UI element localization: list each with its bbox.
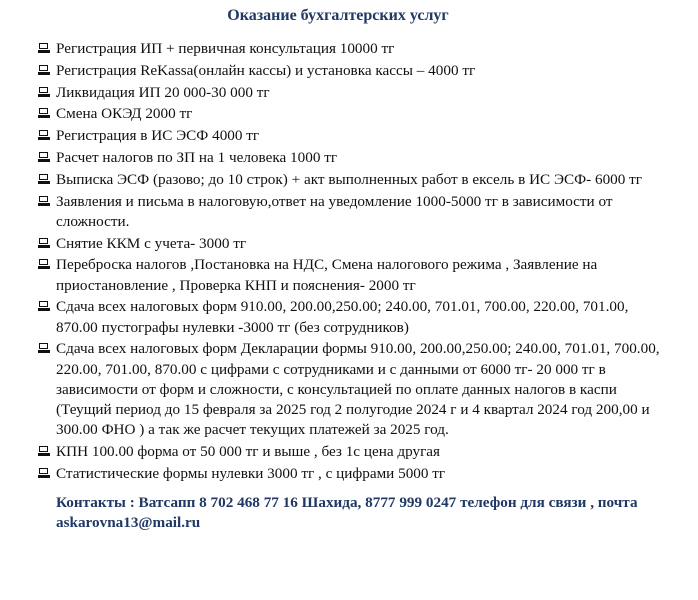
list-item-text: Сдача всех налоговых форм Декларации формы 910.00, 200.00,250.00; 240.00, 701.01, 700.00, 220.00, 701.00, 870.00 с цифрами с сотрудниками и с данными от 6000 тг- 20 000 тг в зависимости от форм и сложности, с консультацией по оплате данных налогов в каспи (Теущий период до 15 февраля за 2025 год 2 полугодие 2024 г и 4 квартал 2024 год 200,00 и 300.00 ФНО ) а так же расчет текущих платежей за 2025 год.: [56, 340, 660, 439]
list-item-text: Статистические формы нулевки 3000 тг , с цифрами 5000 тг: [56, 464, 446, 482]
list-item: [38, 126, 663, 146]
computer-icon: [38, 468, 50, 479]
computer-icon: [38, 259, 50, 270]
computer-icon: [38, 196, 50, 207]
computer-icon: [38, 174, 50, 185]
list-item: [38, 464, 663, 484]
computer-icon: [38, 152, 50, 163]
list-item: [38, 148, 663, 168]
list-item: [38, 234, 663, 254]
list-item-text: Заявления и письма в налоговую,ответ на уведомление 1000-5000 тг в зависимости от сложности.: [56, 192, 613, 230]
computer-icon: [38, 446, 50, 457]
list-item: [38, 104, 663, 124]
list-item: [38, 255, 663, 295]
list-item: [38, 61, 663, 81]
computer-icon: [38, 43, 50, 54]
list-item: [38, 339, 663, 440]
list-item-text: Расчет налогов по ЗП на 1 человека 1000 тг: [56, 148, 338, 166]
list-item: [38, 170, 663, 190]
list-item-text: Регистрация в ИС ЭСФ 4000 тг: [56, 127, 260, 145]
list-item-text: Снятие ККМ с учета- 3000 тг: [56, 234, 247, 252]
computer-icon: [38, 130, 50, 141]
page-title: Оказание бухгалтерских услуг: [227, 7, 449, 24]
list-item: [38, 442, 663, 462]
list-item-text: КПН 100.00 форма от 50 000 тг и выше , без 1с цена другая: [56, 442, 441, 460]
list-item: [38, 297, 663, 337]
list-item: [38, 192, 663, 232]
list-item: [38, 39, 663, 59]
computer-icon: [38, 87, 50, 98]
list-item-text: Выписка ЭСФ (разово; до 10 строк) + акт выполненных работ в ексель в ИС ЭСФ- 6000 тг: [56, 170, 643, 188]
list-item-text: Сдача всех налоговых форм 910.00, 200.00,250.00; 240.00, 701.01, 700.00, 220.00, 701.00, 870.00 пустографы нулевки -3000 тг (без сотрудников): [56, 298, 629, 336]
list-item-text: Регистрация ReKassa(онлайн кассы) и установка кассы – 4000 тг: [56, 61, 476, 79]
contacts-text: Контакты : Ватсапп 8 702 468 77 16 Шахида, 8777 999 0247 телефон для связи , почта askarovna13@mail.ru: [56, 493, 638, 532]
computer-icon: [38, 301, 50, 312]
list-item-text: Смена ОКЭД 2000 тг: [56, 105, 193, 123]
list-item: [38, 83, 663, 103]
services-list: [38, 39, 663, 484]
computer-icon: [38, 238, 50, 249]
list-item-text: Ликвидация ИП 20 000-30 000 тг: [56, 83, 270, 101]
computer-icon: [38, 65, 50, 76]
list-item-text: Регистрация ИП + первичная консультация 10000 тг: [56, 40, 395, 57]
list-item-text: Переброска налогов ,Постановка на НДС, Смена налогового режима , Заявление на приостановление , Проверка КНП и пояснения- 2000 тг: [56, 256, 598, 294]
computer-icon: [38, 343, 50, 354]
computer-icon: [38, 108, 50, 119]
